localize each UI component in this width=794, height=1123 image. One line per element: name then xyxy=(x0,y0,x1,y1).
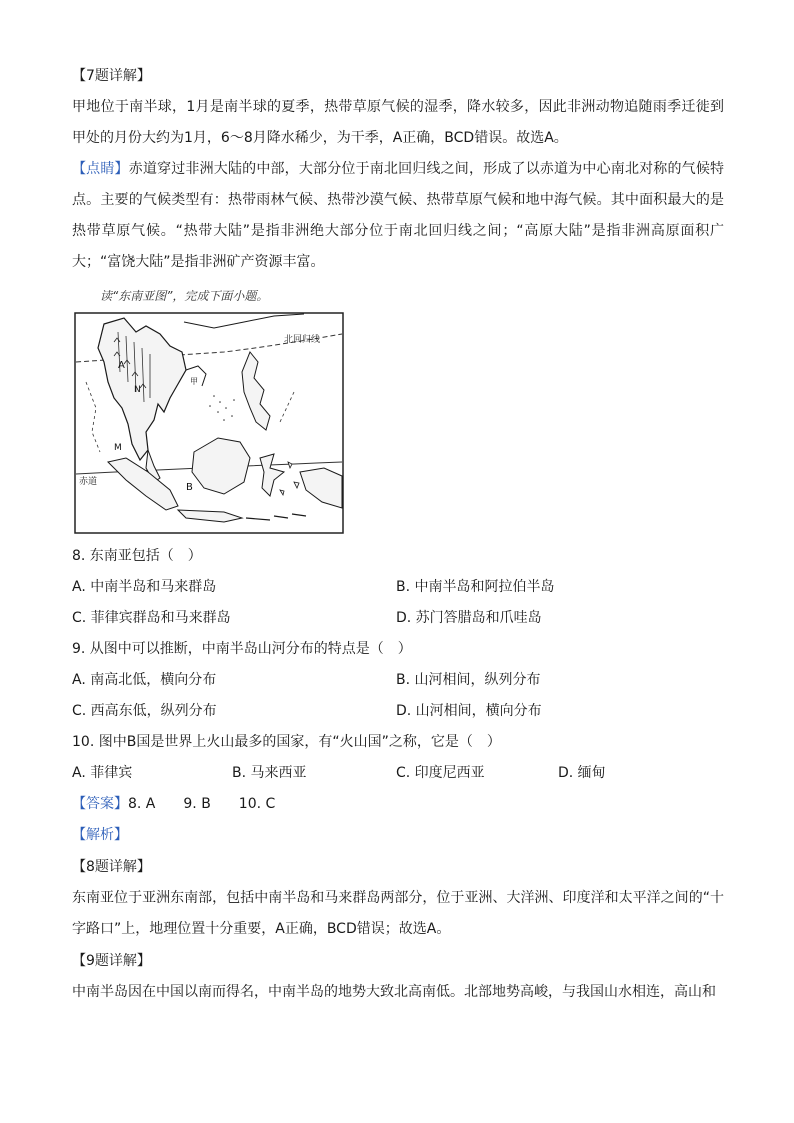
answer-label: 【答案】 xyxy=(72,796,128,812)
q8-stem: 8. 东南亚包括（ ） xyxy=(72,548,202,564)
section9-heading: 【9题详解】 xyxy=(72,953,151,969)
map-label-b: B xyxy=(186,482,193,493)
answer-line xyxy=(72,794,724,814)
q9-option-b: B. 山河相间，纵列分布 xyxy=(396,672,541,688)
section7-heading: 【7题详解】 xyxy=(72,68,151,84)
map-label-m: M xyxy=(114,443,122,453)
southeast-asia-map xyxy=(74,312,344,534)
section9-body: 中南半岛因在中国以南而得名，中南半岛的地势大致北高南低。北部地势高峻，与我国山水相连，高山和 xyxy=(72,984,716,1000)
q10-option-a: A. 菲律宾 xyxy=(72,765,133,781)
q9-option-a: A. 南高北低，横向分布 xyxy=(72,672,217,688)
q10-option-c: C. 印度尼西亚 xyxy=(396,765,485,781)
q9-option-c: C. 西高东低，纵列分布 xyxy=(72,703,217,719)
section7-body: 甲地位于南半球，1月是南半球的夏季，热带草原气候的湿季，降水较多，因此非洲动物追随雨季迁徙到甲处的月份大约为1月，6～8月降水稀少，为干季，A正确，BCD错误。故选A。 xyxy=(72,99,724,146)
dianjing-label: 【点睛】 xyxy=(72,161,129,177)
answer-value: 8. A 9. B 10. C xyxy=(128,796,276,812)
map-label-a: A xyxy=(118,360,125,371)
q8-option-d: D. 苏门答腊岛和爪哇岛 xyxy=(396,610,542,626)
map-caption: 读“东南亚图”，完成下面小题。 xyxy=(100,289,269,303)
q9-option-d: D. 山河相间，横向分布 xyxy=(396,703,542,719)
q10-option-b: B. 马来西亚 xyxy=(232,765,307,781)
q10-stem: 10. 图中B国是世界上火山最多的国家，有“火山国”之称，它是（ ） xyxy=(72,734,501,750)
dianjing-paragraph xyxy=(72,154,724,278)
jiexi-label: 【解析】 xyxy=(72,827,128,843)
q10-option-d: D. 缅甸 xyxy=(558,765,606,781)
tropic-label: 北回归线 xyxy=(284,335,321,345)
q9-stem: 9. 从图中可以推断，中南半岛山河分布的特点是（ ） xyxy=(72,641,412,657)
dianjing-body: 赤道穿过非洲大陆的中部，大部分位于南北回归线之间，形成了以赤道为中心南北对称的气候特点。主要的气候类型有：热带雨林气候、热带沙漠气候、热带草原气候和地中海气候。其中面积最大的是热带草原气候。“热带大陆”是指非洲绝大部分位于南北回归线之间；“高原大陆”是指非洲高原面积广大；“富饶大陆”是指非洲矿产资源丰富。 xyxy=(72,161,725,270)
q8-option-a: A. 中南半岛和马来群岛 xyxy=(72,579,217,595)
section8-body: 东南亚位于亚洲东南部，包括中南半岛和马来群岛两部分，位于亚洲、大洋洲、印度洋和太平洋之间的“十字路口”上，地理位置十分重要，A正确，BCD错误；故选A。 xyxy=(72,890,724,937)
equator-label: 赤道 xyxy=(79,477,98,487)
section8-heading: 【8题详解】 xyxy=(72,859,151,875)
q8-option-b: B. 中南半岛和阿拉伯半岛 xyxy=(396,579,555,595)
map-label-jia: 甲 xyxy=(190,377,198,386)
q8-option-c: C. 菲律宾群岛和马来群岛 xyxy=(72,610,231,626)
map-label-n: N xyxy=(134,385,141,395)
